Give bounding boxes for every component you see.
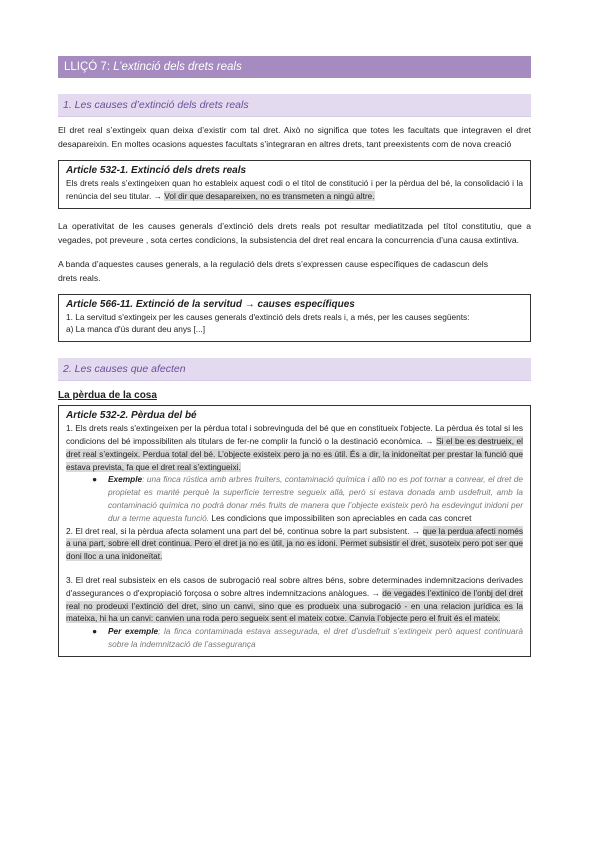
subheading-loss-of-thing: La pèrdua de la cosa bbox=[58, 390, 157, 402]
example2-text: ; la finca contaminada estava assegurada, el dret d’usdefruit s’extingeix però aquest continuarà sobre la indemnització de l’assegurança bbox=[108, 626, 524, 649]
list-item: ● Exemple: una finca rústica amb arbres fruiters, contaminació química i allò no es pot tornar a conrear, el dret de propietat es manté perquè la superfície terrestre segueix allà, però si estava donada amb usdefruit, amb la contaminació química no podrà donar més fruits de manera que l’objecte existeix però ha esdevingut inidoni per dur a terme aquesta funció. Les condicions que impossibiliten son apreciables en cada cas concret bbox=[92, 474, 523, 523]
lesson-number: LLIÇÓ 7: bbox=[64, 61, 111, 73]
section-1-paragraph-2: La operativitat de les causes generals d’extinció dels drets reals pot resultar mediatitzada pel títol constitutiu, que a vegades, pot preveure , sota certes condicions, la subsistencia del dret real encara la concurrencia d’una causa extintiva. bbox=[58, 220, 531, 245]
example-list-2 bbox=[66, 625, 523, 651]
article-532-1-note: Vol dir que desapareixen, no es transmeten a ningú altre. bbox=[164, 190, 375, 201]
lesson-title: L’extinció dels drets reals bbox=[113, 61, 242, 73]
article-532-2-p1: 1. Els drets reals s'extingeixen per la pèrdua total i sobrevinguda del bé que en constitueix l'objecte. La pèrdua és total si les condicions del bé impossibiliten als titulars de fer-ne complir la funció o la destinació econòmica. → bbox=[66, 423, 523, 446]
article-532-2-box bbox=[58, 405, 531, 657]
article-532-2-p2-note: que la perdua afecti només a una part, sobre ell dret continua. Pero el dret ja no es útil, ja no es idoni. Permet subsistir el dret, susoteix pero pot ser que doni lloc a una inidoneïtat. bbox=[66, 525, 523, 562]
article-532-2-title: Article 532-2. Pèrdua del bé bbox=[66, 410, 197, 422]
article-566-11-line1: 1. La servitud s'extingeix per les causes generals d'extinció dels drets reals i, a més, per les causes següents: bbox=[66, 311, 470, 322]
section-1-heading: 1. Les causes d’extinció dels drets reals bbox=[58, 94, 531, 117]
example-note: Les condicions que impossibiliten son apreciables en cada cas concret bbox=[211, 512, 472, 523]
example-list-1 bbox=[66, 473, 523, 524]
example2-label: Per exemple bbox=[108, 626, 159, 637]
article-566-11-line2: a) La manca d'ús durant deu anys [...] bbox=[66, 324, 206, 335]
article-532-2-p1-note: Si el be es destrueix, el dret real s’extingeix. Perdua total del bé. L’objecte existeix pero ja no es útil. És a dir, la inidoneïtat per prestar la funció que estava prevista, fa que el dret real s’extingueixi. bbox=[66, 435, 523, 472]
section-2-heading: 2. Les causes que afecten bbox=[58, 358, 531, 381]
article-532-2-p3: 3. El dret real subsisteix en els casos de subrogació real sobre altres béns, sobre determinades indemnitzacions derivades d'assegurances o d'expropiació forçosa o sobre altres indemnitzacions anàlogues. → bbox=[66, 574, 523, 598]
article-532-1-box bbox=[58, 160, 531, 209]
article-532-1-title: Article 532-1. Extinció dels drets reals bbox=[66, 165, 247, 176]
section-1-paragraph-3: A banda d’aquestes causes generals, a la regulació dels drets s’expressen cause específiques de cadascun dels drets reals. bbox=[58, 258, 488, 283]
example-label: Exemple bbox=[108, 474, 143, 485]
article-532-2-p2: 2. El dret real, si la pèrdua afecta solament una part del bé, continua sobre la part subsistent. → bbox=[66, 525, 421, 536]
article-532-1-text: Els drets reals s’extingeixen quan ho estableix aquest codi o el títol de constitució i per la pèrdua del bé, la consolidació i la renúncia del seu titular. → bbox=[66, 178, 523, 201]
section-1-intro: El dret real s’extingeix quan deixa d’existir com tal dret. Això no significa que totes les facultats que integraven el dret desapareixin. En moltes ocasions aquestes facultats s’integraran en altres drets, tant preexistents com de nova creació bbox=[58, 125, 531, 149]
article-532-2-p3-note: de vegades l’extinico de l’onbj del dret real no prodeuxi l’extinció del dret, sino un canvi, sino que es produeix una subrogació - en una relacion jurídica es la mateixa, hi ha un canvi: canvien una roda pero segueix sent el mateix cotxe. Canvia l’objecte pero el fruit és el mateix. bbox=[66, 587, 523, 624]
lesson-title-bar bbox=[58, 56, 531, 78]
document-page bbox=[58, 56, 531, 657]
list-item: ● Per exemple; la finca contaminada estava assegurada, el dret d’usdefruit s’extingeix però aquest continuarà sobre la indemnització de l’assegurança bbox=[92, 626, 524, 649]
example-text: : una finca rústica amb arbres fruiters, contaminació química i allò no es pot tornar a conrear, el dret de propietat es manté perquè la superfície terrestre segueix allà, però si estava donada amb usdefruit, amb la contaminació química no podrà donar més fruits de manera que l’objecte existeix però ha esdevingut inidoni per dur a terme aquesta funció. bbox=[108, 474, 523, 523]
article-566-11-box bbox=[58, 294, 531, 343]
article-566-11-title: Article 566-11. Extinció de la servitud → causes específiques bbox=[66, 298, 355, 310]
